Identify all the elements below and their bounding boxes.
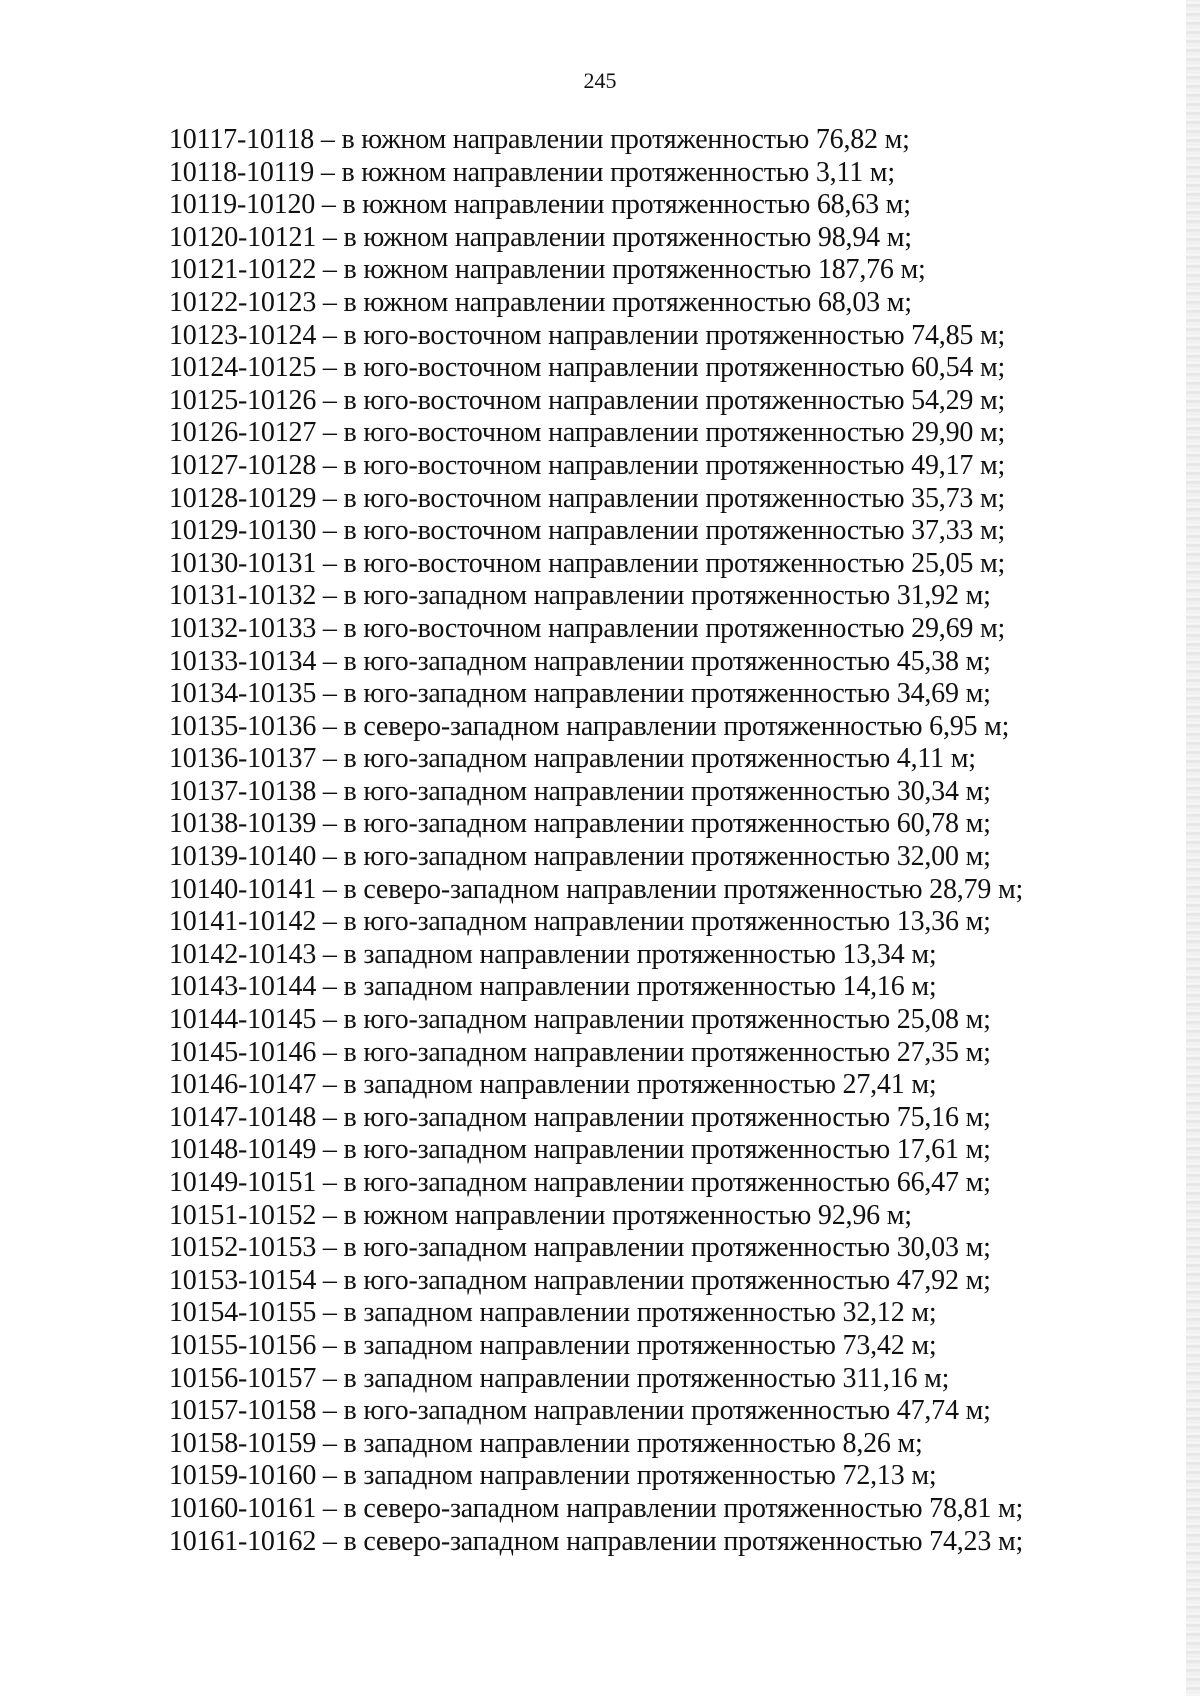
segment-entry: 10151-10152 – в южном направлении протяженностью 92,96 м; [169, 1199, 912, 1231]
segment-entry: 10156-10157 – в западном направлении протяженностью 311,16 м; [169, 1362, 950, 1394]
segment-entry: 10143-10144 – в западном направлении протяженностью 14,16 м; [169, 971, 937, 1003]
segment-entry: 10131-10132 – в юго-западном направлении протяженностью 31,92 м; [169, 580, 991, 612]
segment-entry: 10128-10129 – в юго-восточном направлении протяженностью 35,73 м; [169, 482, 1006, 514]
page-number: 245 [583, 68, 617, 93]
segment-entry: 10160-10161 – в северо-западном направлении протяженностью 78,81 м; [169, 1492, 1024, 1524]
segment-entry: 10126-10127 – в юго-восточном направлении протяженностью 29,90 м; [169, 417, 1006, 449]
segment-entry: 10152-10153 – в юго-западном направлении протяженностью 30,03 м; [169, 1232, 991, 1264]
scan-edge-artifact [1186, 0, 1200, 1696]
segment-entry: 10146-10147 – в западном направлении протяженностью 27,41 м; [169, 1069, 937, 1101]
segment-entry: 10144-10145 – в юго-западном направлении протяженностью 25,08 м; [169, 1004, 991, 1036]
segment-entry: 10154-10155 – в западном направлении протяженностью 32,12 м; [169, 1297, 937, 1329]
segment-entry: 10155-10156 – в западном направлении протяженностью 73,42 м; [169, 1329, 937, 1361]
segment-entry: 10124-10125 – в юго-восточном направлении протяженностью 60,54 м; [169, 352, 1006, 384]
segment-entry: 10135-10136 – в северо-западном направлении протяженностью 6,95 м; [169, 710, 1010, 742]
segment-entry: 10142-10143 – в западном направлении протяженностью 13,34 м; [169, 938, 937, 970]
segment-entry: 10148-10149 – в юго-западном направлении протяженностью 17,61 м; [169, 1134, 991, 1166]
segment-entry: 10125-10126 – в юго-восточном направлении протяженностью 54,29 м; [169, 384, 1006, 416]
segment-entry: 10136-10137 – в юго-западном направлении протяженностью 4,11 м; [169, 743, 976, 775]
segment-entry: 10139-10140 – в юго-западном направлении протяженностью 32,00 м; [169, 841, 991, 873]
segment-entry: 10133-10134 – в юго-западном направлении протяженностью 45,38 м; [169, 645, 991, 677]
boundary-segment-list [169, 124, 1109, 1558]
segment-entry: 10141-10142 – в юго-западном направлении протяженностью 13,36 м; [169, 906, 991, 938]
segment-entry: 10145-10146 – в юго-западном направлении протяженностью 27,35 м; [169, 1036, 991, 1068]
segment-entry: 10129-10130 – в юго-восточном направлении протяженностью 37,33 м; [169, 515, 1006, 547]
segment-entry: 10153-10154 – в юго-западном направлении протяженностью 47,92 м; [169, 1264, 991, 1296]
segment-entry: 10158-10159 – в западном направлении протяженностью 8,26 м; [169, 1427, 923, 1459]
segment-entry: 10149-10151 – в юго-западном направлении протяженностью 66,47 м; [169, 1167, 991, 1198]
segment-entry: 10137-10138 – в юго-западном направлении протяженностью 30,34 м; [169, 775, 991, 807]
segment-entry: 10121-10122 – в южном направлении протяженностью 187,76 м; [169, 254, 926, 286]
segment-entry: 10157-10158 – в юго-западном направлении протяженностью 47,74 м; [169, 1395, 991, 1427]
segment-entry: 10120-10121 – в южном направлении протяженностью 98,94 м; [169, 221, 912, 253]
segment-entry: 10161-10162 – в северо-западном направлении протяженностью 74,23 м; [169, 1525, 1024, 1557]
segment-entry: 10159-10160 – в западном направлении протяженностью 72,13 м; [169, 1460, 937, 1492]
segment-entry: 10134-10135 – в юго-западном направлении протяженностью 34,69 м; [169, 678, 991, 710]
segment-entry: 10138-10139 – в юго-западном направлении протяженностью 60,78 м; [169, 808, 991, 840]
segment-entry: 10127-10128 – в юго-восточном направлении протяженностью 49,17 м; [169, 449, 1006, 481]
segment-entry: 10140-10141 – в северо-западном направлении протяженностью 28,79 м; [169, 873, 1024, 905]
segment-entry: 10123-10124 – в юго-восточном направлении протяженностью 74,85 м; [169, 319, 1006, 351]
segment-entry: 10119-10120 – в южном направлении протяженностью 68,63 м; [169, 189, 911, 221]
segment-entry: 10117-10118 – в южном направлении протяженностью 76,82 м; [169, 124, 910, 155]
segment-entry: 10130-10131 – в юго-восточном направлении протяженностью 25,05 м; [169, 547, 1006, 579]
segment-entry: 10132-10133 – в юго-восточном направлении протяженностью 29,69 м; [169, 612, 1006, 644]
segment-entry: 10147-10148 – в юго-западном направлении протяженностью 75,16 м; [169, 1101, 991, 1133]
segment-entry: 10118-10119 – в южном направлении протяженностью 3,11 м; [169, 156, 895, 188]
segment-entry: 10122-10123 – в южном направлении протяженностью 68,03 м; [169, 286, 912, 318]
